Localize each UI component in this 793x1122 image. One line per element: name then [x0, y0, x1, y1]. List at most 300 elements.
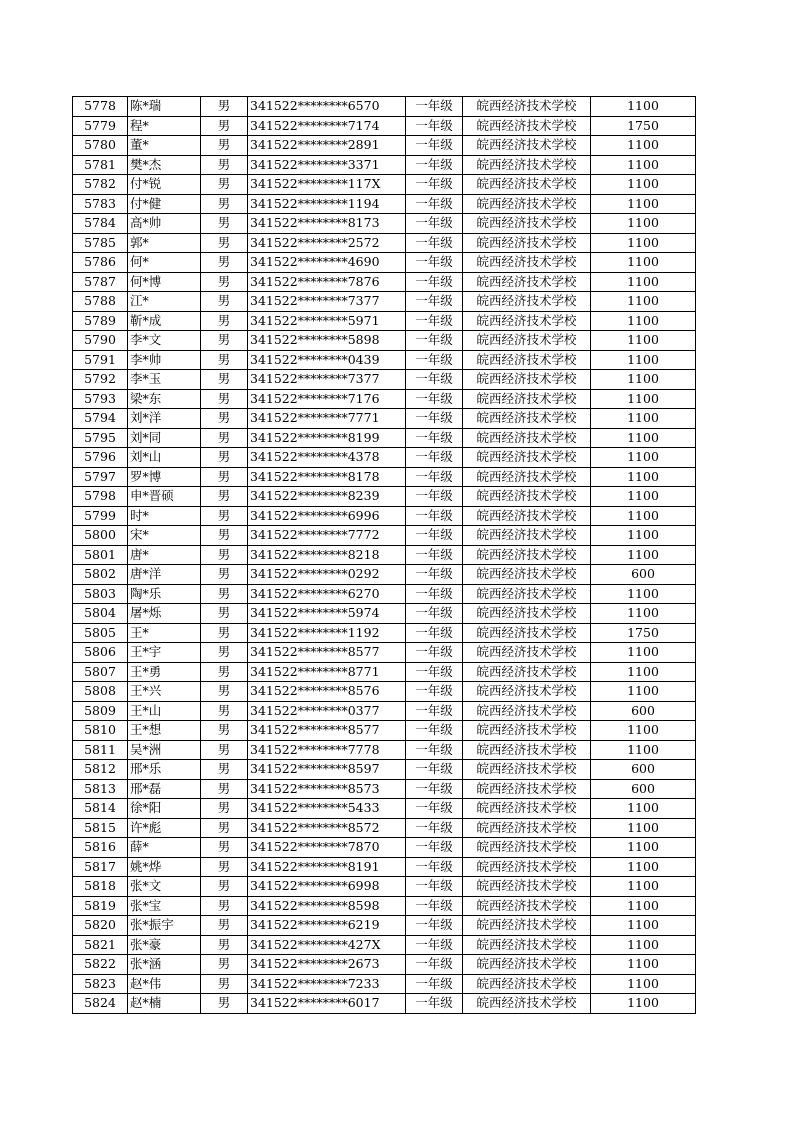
school-cell: 皖西经济技术学校	[463, 467, 591, 487]
gender-cell: 男	[201, 350, 248, 370]
amount-cell: 600	[591, 760, 696, 780]
student-name-cell: 徐*阳	[128, 799, 201, 819]
grade-cell: 一年级	[406, 799, 463, 819]
gender-cell: 男	[201, 467, 248, 487]
table-row	[73, 760, 696, 780]
id-number-cell: 341522********7377	[248, 292, 406, 312]
student-name-cell: 赵*伟	[128, 974, 201, 994]
id-number-cell: 341522********7876	[248, 272, 406, 292]
table-row	[73, 974, 696, 994]
school-cell: 皖西经济技术学校	[463, 604, 591, 624]
table-row	[73, 818, 696, 838]
school-cell: 皖西经济技术学校	[463, 721, 591, 741]
amount-cell: 1100	[591, 994, 696, 1014]
id-number-cell: 341522********2891	[248, 136, 406, 156]
id-number-cell: 341522********7377	[248, 370, 406, 390]
gender-cell: 男	[201, 955, 248, 975]
table-row	[73, 155, 696, 175]
id-number-cell: 341522********4378	[248, 448, 406, 468]
table-row	[73, 857, 696, 877]
grade-cell: 一年级	[406, 916, 463, 936]
student-name-cell: 邢*磊	[128, 779, 201, 799]
grade-cell: 一年级	[406, 955, 463, 975]
student-name-cell: 郭*	[128, 233, 201, 253]
grade-cell: 一年级	[406, 643, 463, 663]
id-number-cell: 341522********2673	[248, 955, 406, 975]
gender-cell: 男	[201, 565, 248, 585]
student-name-cell: 时*	[128, 506, 201, 526]
student-name-cell: 王*宇	[128, 643, 201, 663]
amount-cell: 1100	[591, 331, 696, 351]
school-cell: 皖西经济技术学校	[463, 214, 591, 234]
amount-cell: 1100	[591, 877, 696, 897]
id-number-cell: 341522********7870	[248, 838, 406, 858]
amount-cell: 1100	[591, 467, 696, 487]
gender-cell: 男	[201, 584, 248, 604]
table-row	[73, 467, 696, 487]
gender-cell: 男	[201, 97, 248, 117]
amount-cell: 1100	[591, 292, 696, 312]
gender-cell: 男	[201, 272, 248, 292]
gender-cell: 男	[201, 292, 248, 312]
grade-cell: 一年级	[406, 292, 463, 312]
amount-cell: 1100	[591, 818, 696, 838]
amount-cell: 1100	[591, 350, 696, 370]
gender-cell: 男	[201, 818, 248, 838]
amount-cell: 1100	[591, 194, 696, 214]
id-number-cell: 341522********0292	[248, 565, 406, 585]
id-number-cell: 341522********5433	[248, 799, 406, 819]
row-number-cell: 5783	[73, 194, 128, 214]
id-number-cell: 341522********0377	[248, 701, 406, 721]
student-name-cell: 王*兴	[128, 682, 201, 702]
gender-cell: 男	[201, 389, 248, 409]
grade-cell: 一年级	[406, 487, 463, 507]
school-cell: 皖西经济技术学校	[463, 428, 591, 448]
id-number-cell: 341522********427X	[248, 935, 406, 955]
row-number-cell: 5793	[73, 389, 128, 409]
row-number-cell: 5796	[73, 448, 128, 468]
grade-cell: 一年级	[406, 116, 463, 136]
school-cell: 皖西经济技术学校	[463, 896, 591, 916]
row-number-cell: 5811	[73, 740, 128, 760]
student-name-cell: 刘*同	[128, 428, 201, 448]
id-number-cell: 341522********8178	[248, 467, 406, 487]
school-cell: 皖西经济技术学校	[463, 116, 591, 136]
id-number-cell: 341522********8597	[248, 760, 406, 780]
row-number-cell: 5810	[73, 721, 128, 741]
gender-cell: 男	[201, 253, 248, 273]
school-cell: 皖西经济技术学校	[463, 97, 591, 117]
school-cell: 皖西经济技术学校	[463, 935, 591, 955]
grade-cell: 一年级	[406, 623, 463, 643]
amount-cell: 1100	[591, 428, 696, 448]
row-number-cell: 5805	[73, 623, 128, 643]
amount-cell: 1100	[591, 409, 696, 429]
school-cell: 皖西经济技术学校	[463, 370, 591, 390]
gender-cell: 男	[201, 701, 248, 721]
school-cell: 皖西经济技术学校	[463, 545, 591, 565]
id-number-cell: 341522********0439	[248, 350, 406, 370]
row-number-cell: 5818	[73, 877, 128, 897]
amount-cell: 1100	[591, 136, 696, 156]
row-number-cell: 5813	[73, 779, 128, 799]
id-number-cell: 341522********7176	[248, 389, 406, 409]
gender-cell: 男	[201, 760, 248, 780]
row-number-cell: 5782	[73, 175, 128, 195]
id-number-cell: 341522********4690	[248, 253, 406, 273]
amount-cell: 1100	[591, 272, 696, 292]
table-row	[73, 194, 696, 214]
id-number-cell: 341522********6219	[248, 916, 406, 936]
student-name-cell: 王*想	[128, 721, 201, 741]
table-row	[73, 643, 696, 663]
row-number-cell: 5803	[73, 584, 128, 604]
table-row	[73, 779, 696, 799]
amount-cell: 1100	[591, 448, 696, 468]
grade-cell: 一年级	[406, 877, 463, 897]
amount-cell: 1100	[591, 253, 696, 273]
school-cell: 皖西经济技术学校	[463, 838, 591, 858]
amount-cell: 1100	[591, 604, 696, 624]
amount-cell: 1100	[591, 97, 696, 117]
student-name-cell: 梁*东	[128, 389, 201, 409]
student-name-cell: 李*文	[128, 331, 201, 351]
id-number-cell: 341522********7772	[248, 526, 406, 546]
grade-cell: 一年级	[406, 389, 463, 409]
amount-cell: 600	[591, 779, 696, 799]
row-number-cell: 5824	[73, 994, 128, 1014]
student-name-cell: 付*锐	[128, 175, 201, 195]
student-name-cell: 申*晋硕	[128, 487, 201, 507]
student-name-cell: 薛*	[128, 838, 201, 858]
amount-cell: 1100	[591, 721, 696, 741]
grade-cell: 一年级	[406, 370, 463, 390]
table-row	[73, 448, 696, 468]
row-number-cell: 5787	[73, 272, 128, 292]
grade-cell: 一年级	[406, 506, 463, 526]
student-name-cell: 许*彪	[128, 818, 201, 838]
row-number-cell: 5788	[73, 292, 128, 312]
grade-cell: 一年级	[406, 97, 463, 117]
amount-cell: 1100	[591, 974, 696, 994]
student-name-cell: 吴*洲	[128, 740, 201, 760]
row-number-cell: 5804	[73, 604, 128, 624]
table-row	[73, 487, 696, 507]
grade-cell: 一年级	[406, 175, 463, 195]
id-number-cell: 341522********3371	[248, 155, 406, 175]
gender-cell: 男	[201, 214, 248, 234]
amount-cell: 1100	[591, 584, 696, 604]
student-name-cell: 姚*烨	[128, 857, 201, 877]
id-number-cell: 341522********6996	[248, 506, 406, 526]
id-number-cell: 341522********8598	[248, 896, 406, 916]
gender-cell: 男	[201, 838, 248, 858]
table-row	[73, 97, 696, 117]
student-name-cell: 樊*杰	[128, 155, 201, 175]
student-name-cell: 王*山	[128, 701, 201, 721]
amount-cell: 1100	[591, 799, 696, 819]
gender-cell: 男	[201, 136, 248, 156]
id-number-cell: 341522********1194	[248, 194, 406, 214]
school-cell: 皖西经济技术学校	[463, 955, 591, 975]
id-number-cell: 341522********8239	[248, 487, 406, 507]
student-name-cell: 邢*乐	[128, 760, 201, 780]
student-name-cell: 张*宝	[128, 896, 201, 916]
table-row	[73, 350, 696, 370]
table-row	[73, 175, 696, 195]
table-row	[73, 584, 696, 604]
id-number-cell: 341522********117X	[248, 175, 406, 195]
row-number-cell: 5821	[73, 935, 128, 955]
amount-cell: 1100	[591, 506, 696, 526]
school-cell: 皖西经济技术学校	[463, 682, 591, 702]
row-number-cell: 5794	[73, 409, 128, 429]
amount-cell: 1100	[591, 233, 696, 253]
row-number-cell: 5809	[73, 701, 128, 721]
school-cell: 皖西经济技术学校	[463, 487, 591, 507]
grade-cell: 一年级	[406, 994, 463, 1014]
row-number-cell: 5786	[73, 253, 128, 273]
grade-cell: 一年级	[406, 194, 463, 214]
row-number-cell: 5814	[73, 799, 128, 819]
row-number-cell: 5789	[73, 311, 128, 331]
student-name-cell: 何*	[128, 253, 201, 273]
student-name-cell: 靳*成	[128, 311, 201, 331]
amount-cell: 1100	[591, 175, 696, 195]
table-row	[73, 506, 696, 526]
grade-cell: 一年级	[406, 662, 463, 682]
school-cell: 皖西经济技术学校	[463, 877, 591, 897]
amount-cell: 1100	[591, 526, 696, 546]
table-row	[73, 565, 696, 585]
id-number-cell: 341522********1192	[248, 623, 406, 643]
school-cell: 皖西经济技术学校	[463, 506, 591, 526]
row-number-cell: 5816	[73, 838, 128, 858]
row-number-cell: 5791	[73, 350, 128, 370]
grade-cell: 一年级	[406, 565, 463, 585]
student-name-cell: 董*	[128, 136, 201, 156]
school-cell: 皖西经济技术学校	[463, 818, 591, 838]
school-cell: 皖西经济技术学校	[463, 643, 591, 663]
gender-cell: 男	[201, 643, 248, 663]
school-cell: 皖西经济技术学校	[463, 799, 591, 819]
amount-cell: 1100	[591, 857, 696, 877]
row-number-cell: 5780	[73, 136, 128, 156]
grade-cell: 一年级	[406, 604, 463, 624]
grade-cell: 一年级	[406, 701, 463, 721]
school-cell: 皖西经济技术学校	[463, 136, 591, 156]
amount-cell: 1750	[591, 623, 696, 643]
school-cell: 皖西经济技术学校	[463, 526, 591, 546]
school-cell: 皖西经济技术学校	[463, 994, 591, 1014]
table-row	[73, 545, 696, 565]
amount-cell: 1100	[591, 740, 696, 760]
row-number-cell: 5790	[73, 331, 128, 351]
table-row	[73, 701, 696, 721]
gender-cell: 男	[201, 623, 248, 643]
amount-cell: 1100	[591, 643, 696, 663]
amount-cell: 1100	[591, 370, 696, 390]
grade-cell: 一年级	[406, 350, 463, 370]
school-cell: 皖西经济技术学校	[463, 662, 591, 682]
amount-cell: 1100	[591, 955, 696, 975]
student-name-cell: 何*博	[128, 272, 201, 292]
amount-cell: 1100	[591, 487, 696, 507]
row-number-cell: 5785	[73, 233, 128, 253]
table-row	[73, 389, 696, 409]
school-cell: 皖西经济技术学校	[463, 701, 591, 721]
grade-cell: 一年级	[406, 838, 463, 858]
amount-cell: 600	[591, 565, 696, 585]
student-name-cell: 陶*乐	[128, 584, 201, 604]
id-number-cell: 341522********6017	[248, 994, 406, 1014]
table-row	[73, 428, 696, 448]
gender-cell: 男	[201, 740, 248, 760]
amount-cell: 1100	[591, 311, 696, 331]
gender-cell: 男	[201, 974, 248, 994]
id-number-cell: 341522********7174	[248, 116, 406, 136]
id-number-cell: 341522********8218	[248, 545, 406, 565]
id-number-cell: 341522********8576	[248, 682, 406, 702]
school-cell: 皖西经济技术学校	[463, 779, 591, 799]
table-row	[73, 526, 696, 546]
gender-cell: 男	[201, 175, 248, 195]
gender-cell: 男	[201, 428, 248, 448]
grade-cell: 一年级	[406, 779, 463, 799]
table-row	[73, 896, 696, 916]
amount-cell: 1100	[591, 214, 696, 234]
gender-cell: 男	[201, 526, 248, 546]
amount-cell: 1100	[591, 682, 696, 702]
table-row	[73, 292, 696, 312]
school-cell: 皖西经济技术学校	[463, 448, 591, 468]
grade-cell: 一年级	[406, 818, 463, 838]
school-cell: 皖西经济技术学校	[463, 311, 591, 331]
row-number-cell: 5802	[73, 565, 128, 585]
id-number-cell: 341522********6998	[248, 877, 406, 897]
table-row	[73, 331, 696, 351]
table-row	[73, 662, 696, 682]
school-cell: 皖西经济技术学校	[463, 253, 591, 273]
student-name-cell: 付*健	[128, 194, 201, 214]
id-number-cell: 341522********6270	[248, 584, 406, 604]
row-number-cell: 5819	[73, 896, 128, 916]
grade-cell: 一年级	[406, 682, 463, 702]
gender-cell: 男	[201, 448, 248, 468]
table-row	[73, 623, 696, 643]
school-cell: 皖西经济技术学校	[463, 857, 591, 877]
school-cell: 皖西经济技术学校	[463, 760, 591, 780]
table-row	[73, 799, 696, 819]
row-number-cell: 5817	[73, 857, 128, 877]
table-row	[73, 877, 696, 897]
student-name-cell: 张*涵	[128, 955, 201, 975]
row-number-cell: 5778	[73, 97, 128, 117]
row-number-cell: 5781	[73, 155, 128, 175]
grade-cell: 一年级	[406, 545, 463, 565]
student-name-cell: 张*振宇	[128, 916, 201, 936]
grade-cell: 一年级	[406, 935, 463, 955]
id-number-cell: 341522********8191	[248, 857, 406, 877]
school-cell: 皖西经济技术学校	[463, 292, 591, 312]
gender-cell: 男	[201, 896, 248, 916]
row-number-cell: 5792	[73, 370, 128, 390]
id-number-cell: 341522********5898	[248, 331, 406, 351]
grade-cell: 一年级	[406, 448, 463, 468]
school-cell: 皖西经济技术学校	[463, 389, 591, 409]
gender-cell: 男	[201, 155, 248, 175]
amount-cell: 1100	[591, 389, 696, 409]
grade-cell: 一年级	[406, 409, 463, 429]
student-name-cell: 宋*	[128, 526, 201, 546]
student-name-cell: 刘*洋	[128, 409, 201, 429]
id-number-cell: 341522********8771	[248, 662, 406, 682]
gender-cell: 男	[201, 506, 248, 526]
student-name-cell: 张*豪	[128, 935, 201, 955]
student-name-cell: 程*	[128, 116, 201, 136]
grade-cell: 一年级	[406, 896, 463, 916]
grade-cell: 一年级	[406, 740, 463, 760]
table-row	[73, 311, 696, 331]
amount-cell: 1100	[591, 896, 696, 916]
id-number-cell: 341522********8173	[248, 214, 406, 234]
table-row	[73, 838, 696, 858]
amount-cell: 1100	[591, 916, 696, 936]
student-name-cell: 张*文	[128, 877, 201, 897]
gender-cell: 男	[201, 331, 248, 351]
student-name-cell: 江*	[128, 292, 201, 312]
table-row	[73, 272, 696, 292]
gender-cell: 男	[201, 311, 248, 331]
grade-cell: 一年级	[406, 136, 463, 156]
row-number-cell: 5815	[73, 818, 128, 838]
amount-cell: 1100	[591, 662, 696, 682]
gender-cell: 男	[201, 409, 248, 429]
grade-cell: 一年级	[406, 857, 463, 877]
row-number-cell: 5798	[73, 487, 128, 507]
grade-cell: 一年级	[406, 233, 463, 253]
grade-cell: 一年级	[406, 760, 463, 780]
row-number-cell: 5812	[73, 760, 128, 780]
gender-cell: 男	[201, 877, 248, 897]
table-row	[73, 721, 696, 741]
row-number-cell: 5808	[73, 682, 128, 702]
row-number-cell: 5807	[73, 662, 128, 682]
table-row	[73, 916, 696, 936]
school-cell: 皖西经济技术学校	[463, 974, 591, 994]
gender-cell: 男	[201, 779, 248, 799]
amount-cell: 1100	[591, 838, 696, 858]
grade-cell: 一年级	[406, 253, 463, 273]
table-row	[73, 604, 696, 624]
school-cell: 皖西经济技术学校	[463, 331, 591, 351]
id-number-cell: 341522********8199	[248, 428, 406, 448]
gender-cell: 男	[201, 682, 248, 702]
student-name-cell: 王*	[128, 623, 201, 643]
table-row	[73, 994, 696, 1014]
table-row	[73, 682, 696, 702]
row-number-cell: 5784	[73, 214, 128, 234]
gender-cell: 男	[201, 857, 248, 877]
id-number-cell: 341522********7778	[248, 740, 406, 760]
amount-cell: 600	[591, 701, 696, 721]
row-number-cell: 5823	[73, 974, 128, 994]
table-row	[73, 116, 696, 136]
gender-cell: 男	[201, 994, 248, 1014]
gender-cell: 男	[201, 799, 248, 819]
grade-cell: 一年级	[406, 974, 463, 994]
